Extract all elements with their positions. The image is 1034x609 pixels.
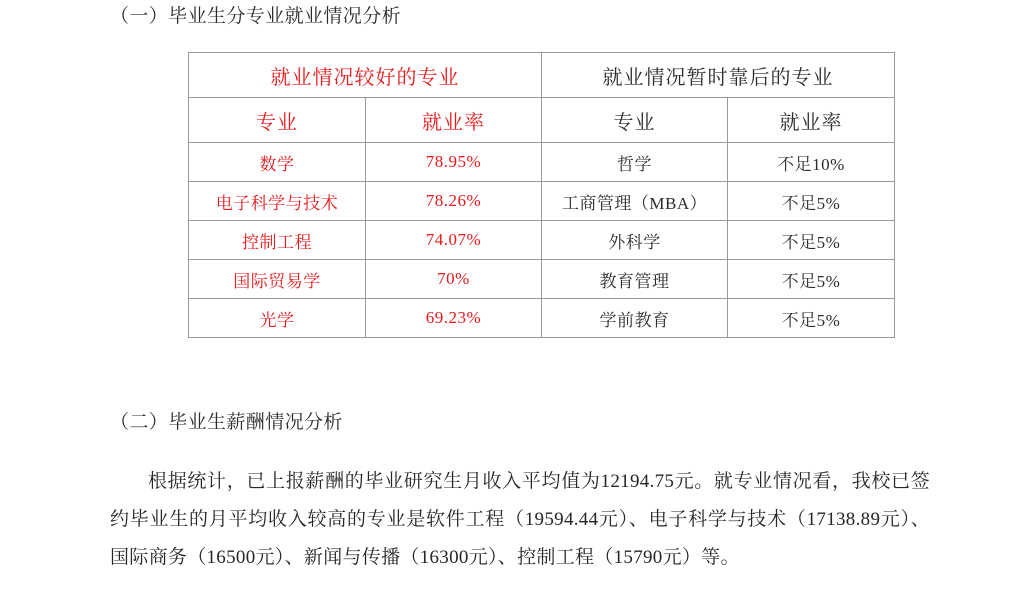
- cell-lag-major: 外科学: [542, 221, 728, 260]
- cell-lag-rate: 不足10%: [728, 143, 895, 182]
- section-heading-one: （一）毕业生分专业就业情况分析: [110, 6, 402, 27]
- salary-analysis-paragraph: 根据统计，已上报薪酬的毕业研究生月收入平均值为12194.75元。就专业情况看，我校已签约毕业生的月平均收入较高的专业是软件工程（19594.44元）、电子科学与技术（17138.89元）、国际商务（16500元）、新闻与传播（16300元）、控制工程（15790元）等。: [110, 471, 930, 568]
- cell-lag-rate: 不足5%: [728, 260, 895, 299]
- employment-table-container: [188, 52, 894, 338]
- cell-good-rate: 74.07%: [366, 221, 542, 260]
- section-heading-two: （二）毕业生薪酬情况分析: [110, 412, 343, 433]
- table-row: [189, 182, 895, 221]
- cell-good-rate: 78.26%: [366, 182, 542, 221]
- table-group-header-lagging: 就业情况暂时靠后的专业: [542, 53, 895, 98]
- cell-good-major: 控制工程: [189, 221, 366, 260]
- table-subheader-good-rate: 就业率: [366, 98, 542, 143]
- cell-lag-major: 哲学: [542, 143, 728, 182]
- cell-good-major: 光学: [189, 299, 366, 338]
- table-subheader-lag-major: 专业: [542, 98, 728, 143]
- table-row: [189, 221, 895, 260]
- table-row: [189, 260, 895, 299]
- table-row: [189, 299, 895, 338]
- table-row: [189, 143, 895, 182]
- employment-table: [188, 52, 895, 338]
- cell-lag-major: 教育管理: [542, 260, 728, 299]
- cell-good-rate: 78.95%: [366, 143, 542, 182]
- cell-lag-major: 工商管理（MBA）: [542, 182, 728, 221]
- cell-lag-major: 学前教育: [542, 299, 728, 338]
- cell-good-rate: 70%: [366, 260, 542, 299]
- cell-good-major: 电子科学与技术: [189, 182, 366, 221]
- cell-good-major: 数学: [189, 143, 366, 182]
- table-group-header-row: [189, 53, 895, 98]
- cell-lag-rate: 不足5%: [728, 299, 895, 338]
- table-subheader-row: [189, 98, 895, 143]
- table-subheader-good-major: 专业: [189, 98, 366, 143]
- table-subheader-lag-rate: 就业率: [728, 98, 895, 143]
- cell-good-rate: 69.23%: [366, 299, 542, 338]
- cell-good-major: 国际贸易学: [189, 260, 366, 299]
- table-group-header-good: 就业情况较好的专业: [189, 53, 542, 98]
- cell-lag-rate: 不足5%: [728, 182, 895, 221]
- cell-lag-rate: 不足5%: [728, 221, 895, 260]
